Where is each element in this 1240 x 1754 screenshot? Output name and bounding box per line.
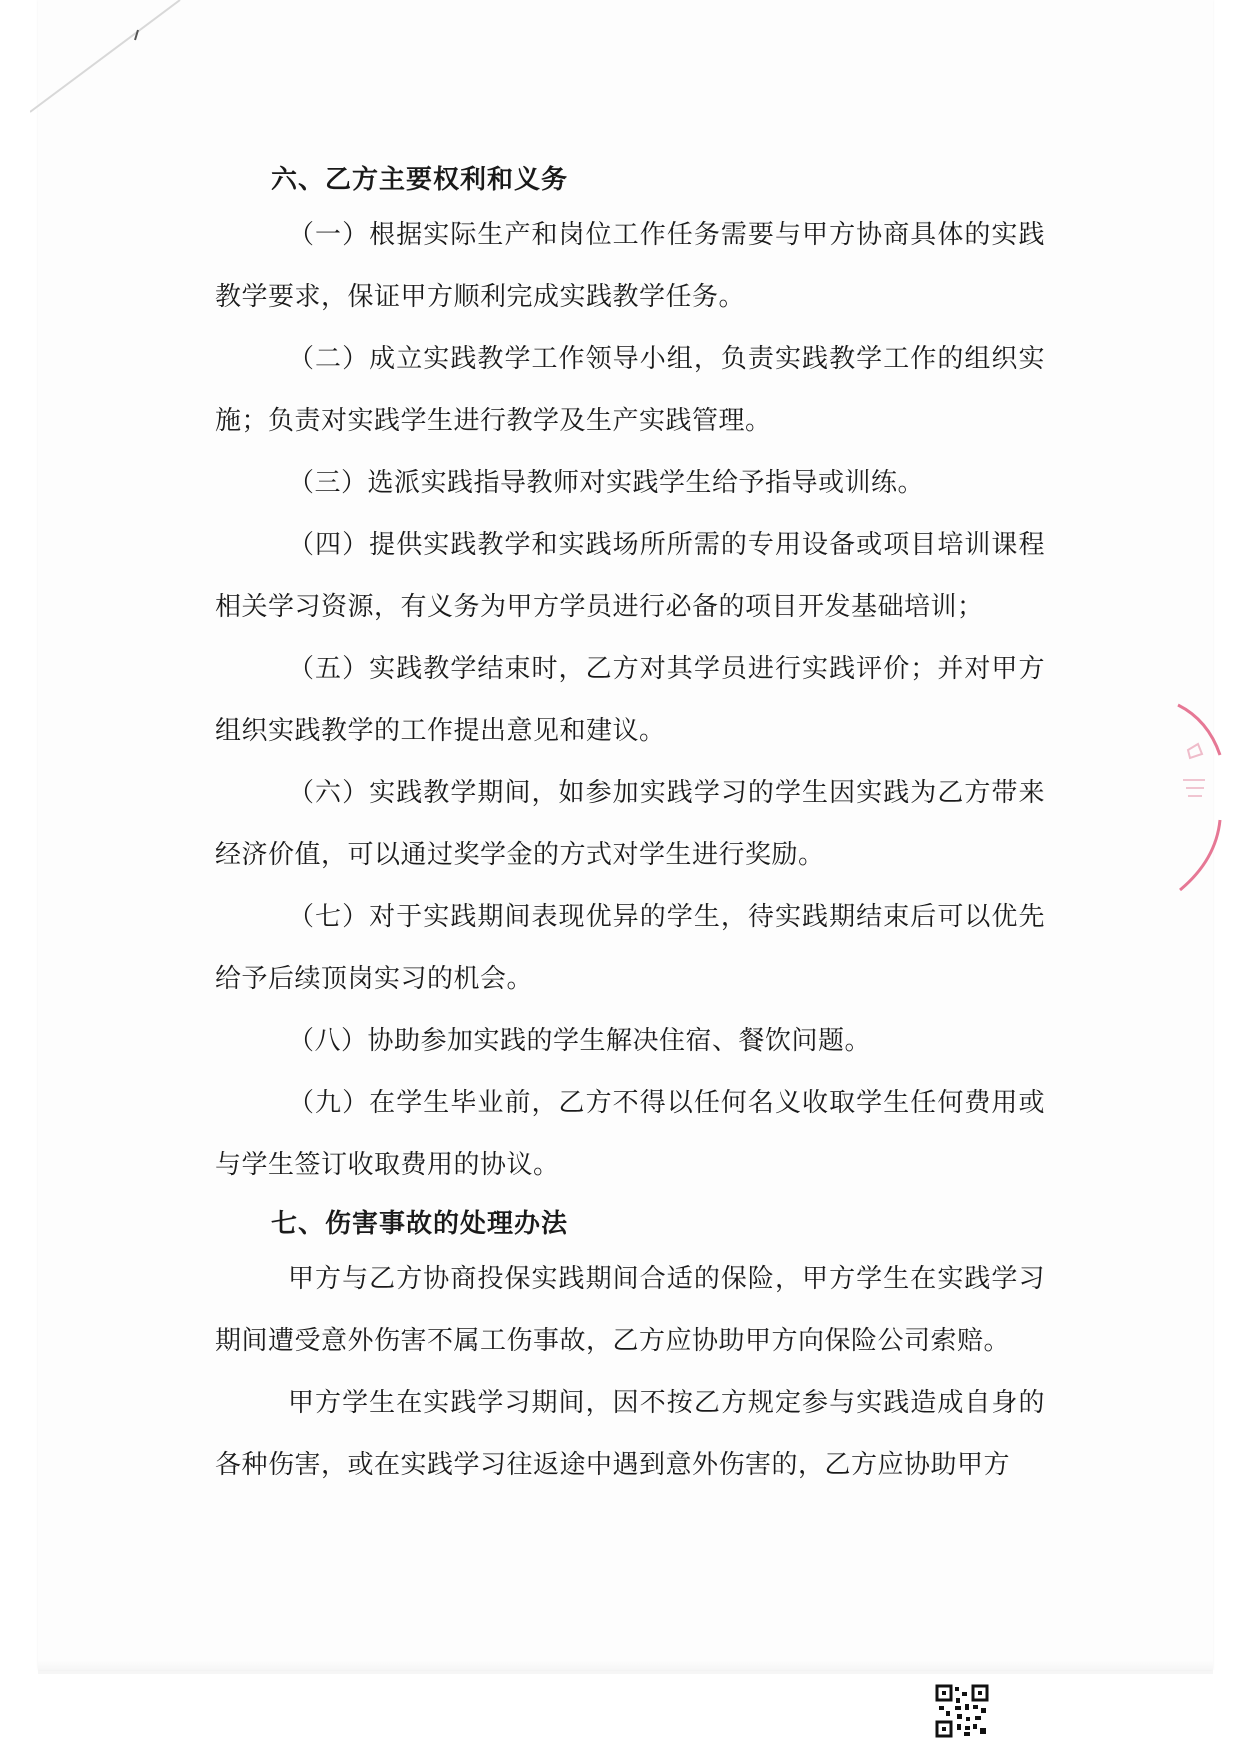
paper-fold-mark [30,0,220,150]
document-body [215,152,1045,1496]
section-6-item-6: （六）实践教学期间，如参加实践学习的学生因实践为乙方带来经济价值，可以通过奖学金的方式对学生进行奖励。 [215,778,1045,870]
qr-code-icon [935,1684,989,1738]
section-6-item-2: （二）成立实践教学工作领导小组，负责实践教学工作的组织实施；负责对实践学生进行教学及生产实践管理。 [215,344,1045,436]
section-6-item-8: （八）协助参加实践的学生解决住宿、餐饮问题。 [288,1026,872,1056]
section-6-item-9: （九）在学生毕业前，乙方不得以任何名义收取学生任何费用或与学生签订收取费用的协议。 [215,1088,1045,1180]
red-seal-fragment [1168,700,1228,900]
section-7-paragraph-2: 甲方学生在实践学习期间，因不按乙方规定参与实践造成自身的各种伤害，或在实践学习往返途中遇到意外伤害的，乙方应协助甲方 [215,1388,1045,1480]
section-6-item-3: （三）选派实践指导教师对实践学生给予指导或训练。 [288,468,925,498]
section-7-heading: 七、伤害事故的处理办法 [271,1209,569,1239]
section-7-paragraph-1: 甲方与乙方协商投保实践期间合适的保险，甲方学生在实践学习期间遭受意外伤害不属工伤事故，乙方应协助甲方向保险公司索赔。 [215,1264,1045,1356]
section-6-item-4: （四）提供实践教学和实践场所所需的专用设备或项目培训课程相关学习资源，有义务为甲方学员进行必备的项目开发基础培训； [215,530,1045,622]
section-6-item-1: （一）根据实际生产和岗位工作任务需要与甲方协商具体的实践教学要求，保证甲方顺利完成实践教学任务。 [215,220,1045,312]
section-6-item-7: （七）对于实践期间表现优异的学生，待实践期结束后可以优先给予后续顶岗实习的机会。 [215,902,1045,994]
paper-bottom-edge [38,1660,1213,1674]
section-6-item-5: （五）实践教学结束时，乙方对其学员进行实践评价；并对甲方组织实践教学的工作提出意见和建议。 [215,654,1045,746]
section-6-heading: 六、乙方主要权利和义务 [271,165,569,195]
